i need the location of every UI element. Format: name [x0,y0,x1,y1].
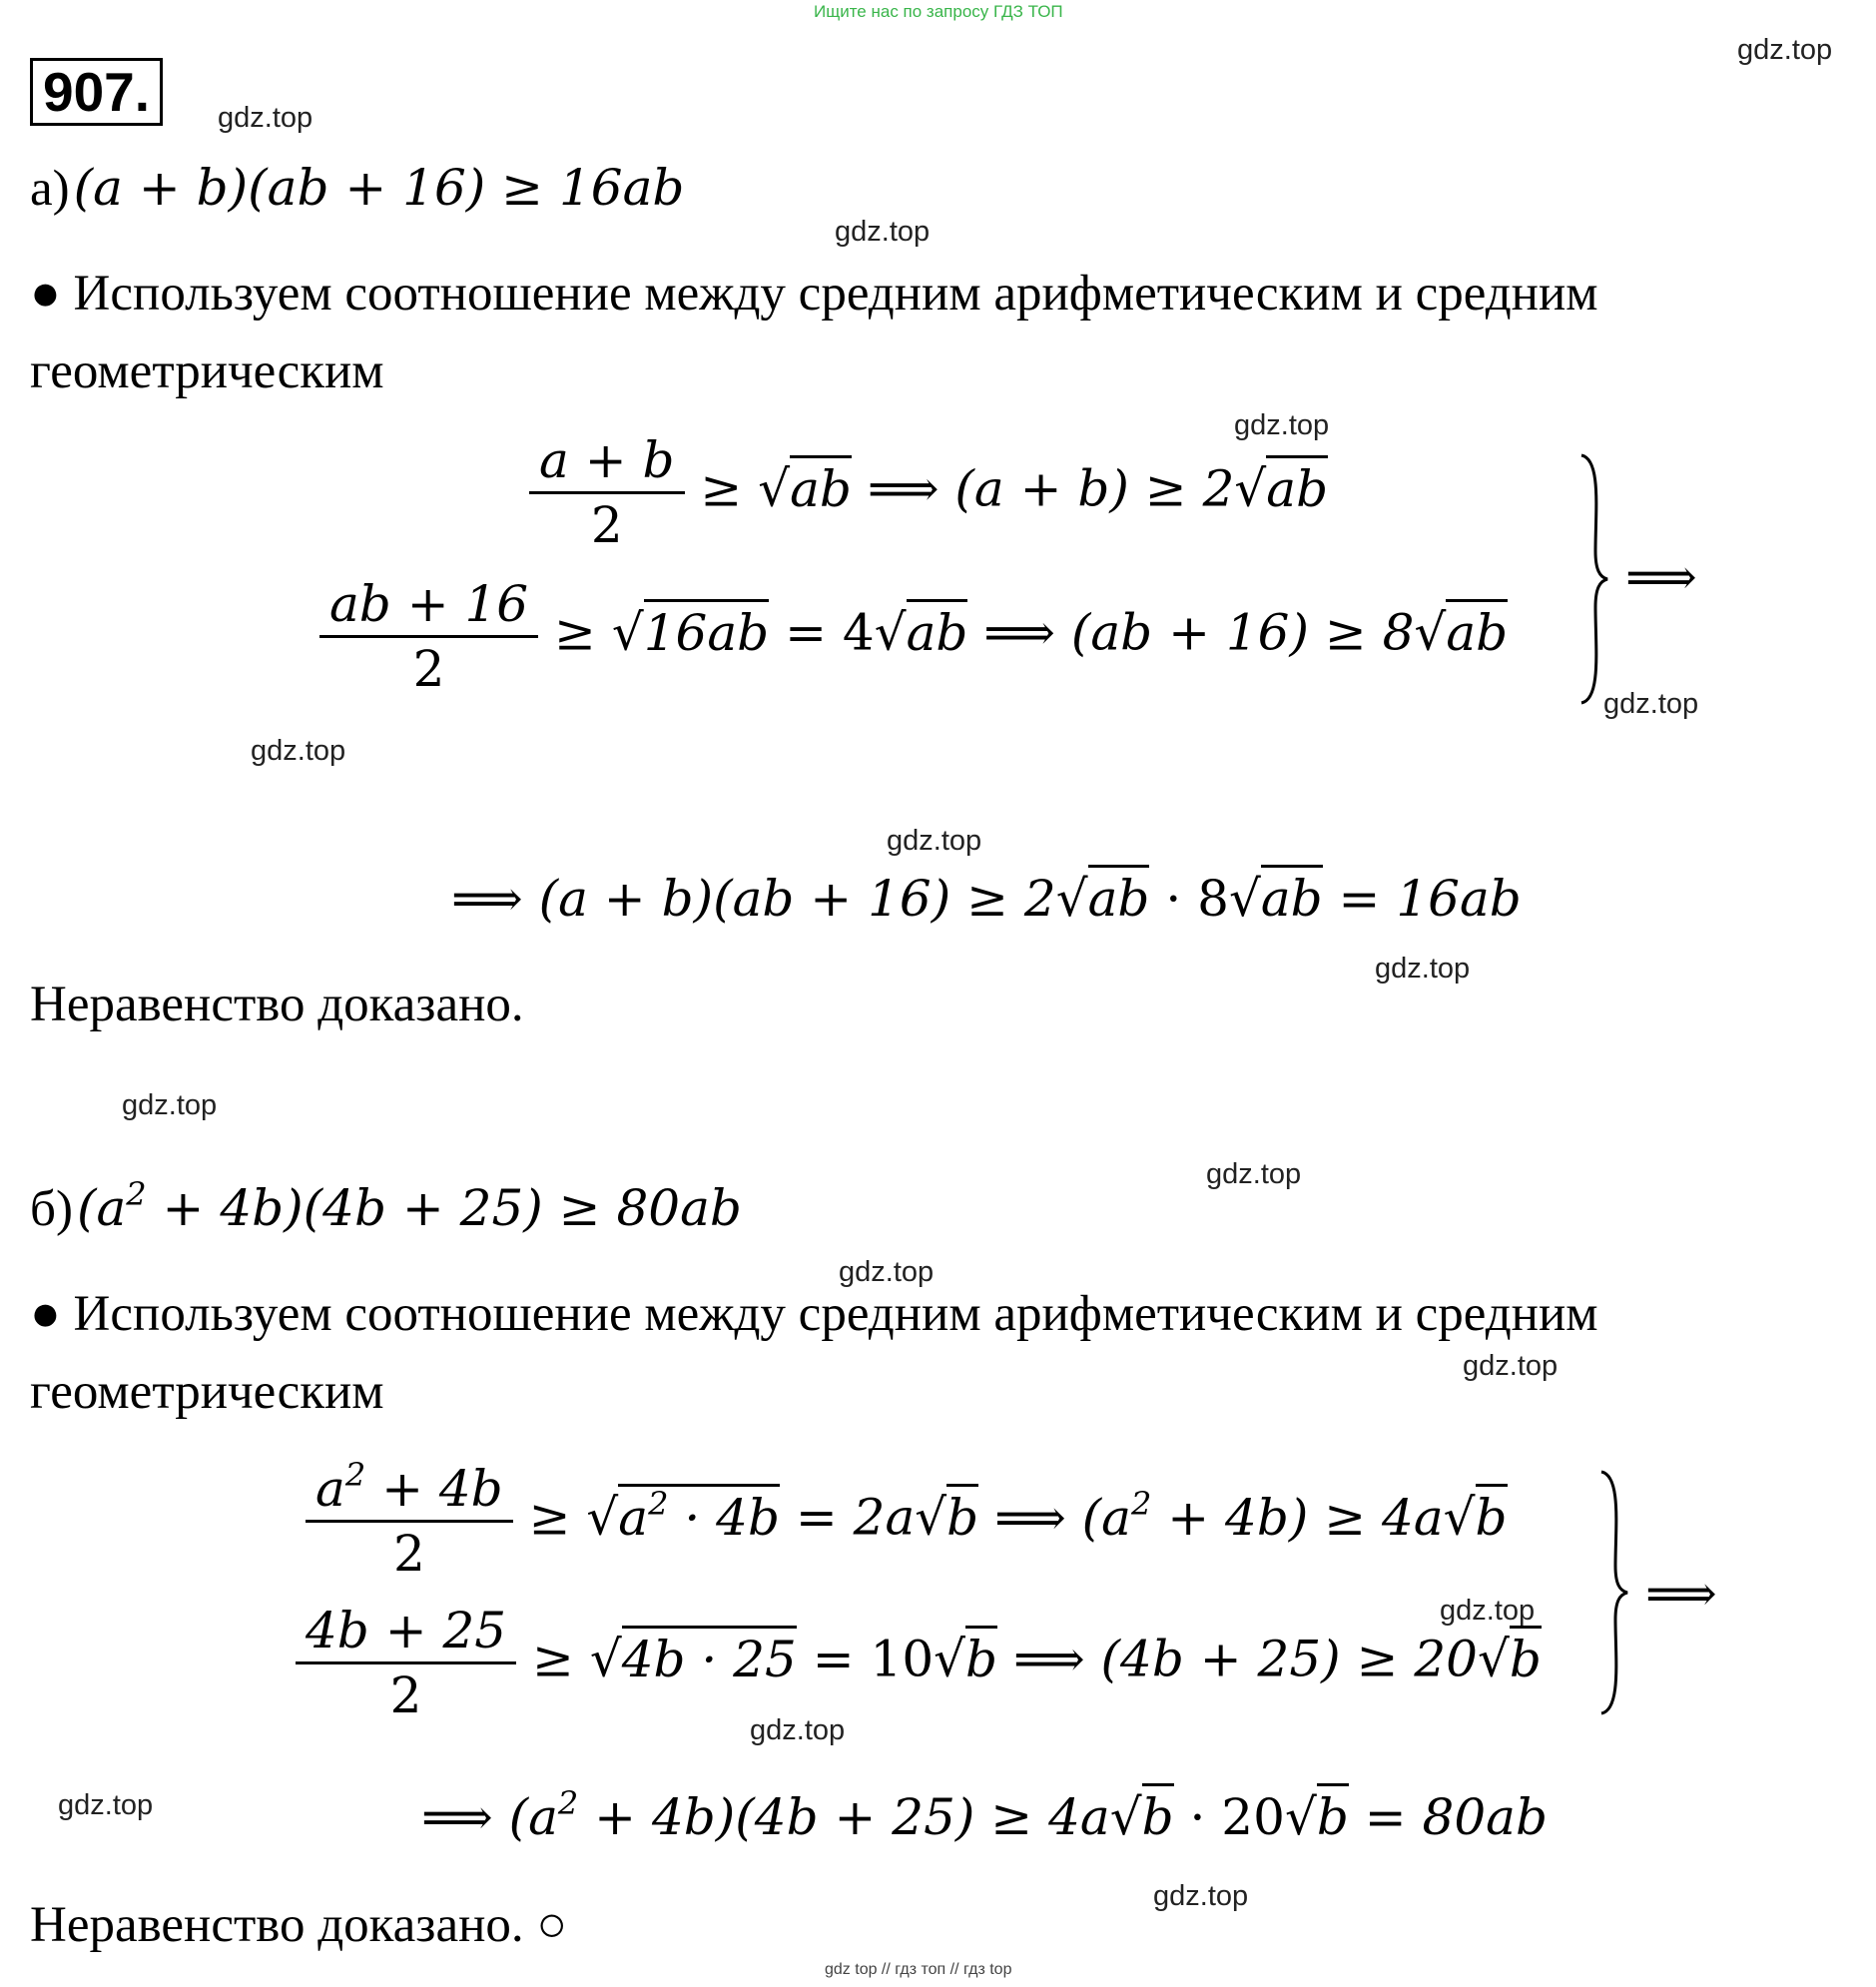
geq-sign: ≥ [700,459,743,518]
part-b-step2 [296,1600,1542,1726]
part-b-result [421,1784,1548,1847]
radicand: b [1476,1484,1508,1547]
statement-pre: (a [76,1179,127,1237]
part-a-method-line2: геометрическим [30,343,384,399]
sqrt-sign: √ [586,1488,619,1547]
exponent: 2 [126,1175,147,1213]
result-start: ⟹ (a + b)(ab + 16) ≥ 2 [451,870,1056,928]
part-a-step1-fraction [529,429,685,556]
part-b-inequality [76,1175,742,1237]
implication: ⟹ (4b + 25) ≥ 20 [1012,1630,1478,1688]
part-a-step2 [319,573,1508,700]
geq-sign: ≥ [532,1630,574,1688]
part-b-step2-fraction [296,1600,516,1726]
result-start [421,1784,1110,1846]
sqrt-sign: √ [611,603,644,662]
tail-pre: ⟹ (a [994,1488,1131,1547]
implication: ⟹ (a + b) ≥ 2 [867,459,1235,518]
exponent: 2 [648,1484,669,1523]
watermark: gdz.top [251,735,346,767]
radicand: ab [790,455,852,518]
sqrt-sign: √ [1477,1630,1510,1688]
result-end: = 80ab [1364,1788,1548,1846]
exponent: 2 [557,1784,579,1822]
fraction-denominator: 2 [389,1666,422,1724]
part-a-conclusion: Неравенство доказано. [30,977,524,1032]
watermark: gdz.top [835,216,931,248]
equals-term: = 10 [812,1630,935,1688]
radicand: ab [1446,599,1508,662]
radicand: ab [1266,455,1328,518]
part-a-method-line1: ● Используем соотношение между средним арифметическим и средним [30,266,1598,322]
radicand: b [946,1484,978,1547]
fraction-denominator: 2 [412,640,445,698]
result-pre: ⟹ (a [421,1788,558,1846]
tail-post: + 4b) ≥ 4a [1167,1488,1444,1547]
times-term: · 20 [1189,1788,1285,1846]
equals-term: = 4 [785,603,875,662]
statement-post: + 4b)(4b + 25) ≥ 80ab [162,1179,742,1237]
watermark: gdz.top [1463,1350,1559,1382]
part-a-statement [30,158,684,219]
result-post: + 4b)(4b + 25) ≥ 4a [594,1788,1110,1846]
fraction-numerator [306,1458,513,1523]
exponent: 2 [1130,1484,1152,1523]
part-a-inequality: (a + b)(ab + 16) ≥ 16ab [73,159,685,217]
watermark: gdz.top [122,1089,218,1121]
part-b-label: б) [30,1181,73,1237]
bottom-banner: gdz top // гдз топ // гдз top [825,1961,1012,1978]
radicand: 4b · 25 [622,1626,797,1688]
watermark: gdz.top [839,1256,935,1288]
watermark: gdz.top [1603,688,1699,720]
root-post: · 4b [684,1488,780,1547]
part-a-step2-fraction [319,573,538,700]
sqrt-sign: √ [1443,1488,1476,1547]
top-banner: Ищите нас по запросу ГДЗ ТОП [814,2,1063,21]
sqrt-sign: √ [874,603,907,662]
sqrt-sign: √ [915,1488,947,1547]
part-b-method-line1: ● Используем соотношение между средним арифметическим и средним [30,1286,1598,1342]
part-b-conclusion: Неравенство доказано. ○ [30,1897,568,1953]
radicand: b [1510,1626,1542,1688]
radicand: b [965,1626,997,1688]
sqrt-sign: √ [1284,1788,1317,1846]
geq-sign: ≥ [528,1488,571,1547]
watermark: gdz.top [887,825,982,857]
part-b-step1-fraction [306,1458,513,1585]
watermark: gdz.top [218,102,313,134]
brace-implication: ⟹ [1645,1565,1717,1623]
result-end: = 16ab [1338,870,1522,928]
implication [994,1484,1444,1547]
part-a-step1 [529,429,1328,556]
radicand: ab [907,599,968,662]
fraction-numerator: a + b [529,429,685,494]
sqrt-sign: √ [758,459,791,518]
geq-sign: ≥ [554,603,596,662]
watermark: gdz.top [750,1714,846,1746]
sqrt-sign: √ [1055,870,1088,928]
watermark: gdz.top [58,1789,154,1821]
sqrt-sign: √ [1414,603,1447,662]
watermark: gdz.top [1440,1595,1536,1627]
part-b-method-line2: геометрическим [30,1364,384,1420]
right-brace-icon [1597,1468,1631,1717]
fraction-numerator: ab + 16 [319,573,538,638]
sqrt-sign: √ [934,1630,966,1688]
part-a-label: а) [30,161,70,217]
equals-term: = 2a [795,1488,916,1547]
root-pre: a [618,1488,649,1547]
radicand: b [1317,1783,1349,1846]
part-a-result [451,869,1522,929]
radicand: ab [1261,865,1323,928]
right-brace-icon [1577,451,1611,707]
fraction-denominator: 2 [392,1525,425,1583]
implication: ⟹ (ab + 16) ≥ 8 [983,603,1415,662]
exponent: 2 [344,1456,366,1494]
problem-number: 907. [30,58,163,126]
sqrt-sign: √ [1109,1788,1142,1846]
radicand [618,1484,780,1547]
times-term: · 8 [1165,870,1229,928]
part-b-statement [30,1175,742,1239]
sqrt-sign: √ [589,1630,622,1688]
watermark: gdz.top [1206,1158,1302,1190]
radicand: ab [1088,865,1150,928]
fraction-denominator: 2 [590,496,623,554]
watermark: gdz.top [1234,409,1330,441]
brace-implication: ⟹ [1625,548,1697,606]
radicand: 16ab [644,599,769,662]
sqrt-sign: √ [1228,870,1261,928]
part-b-step1 [306,1458,1508,1585]
fraction-numerator: 4b + 25 [296,1600,516,1664]
watermark: gdz.top [1375,953,1471,985]
num-pre: a [315,1460,345,1518]
watermark: gdz.top [1737,34,1833,66]
num-post: + 4b [381,1460,503,1518]
watermark: gdz.top [1153,1880,1249,1912]
sqrt-sign: √ [1234,459,1267,518]
radicand: b [1142,1783,1174,1846]
